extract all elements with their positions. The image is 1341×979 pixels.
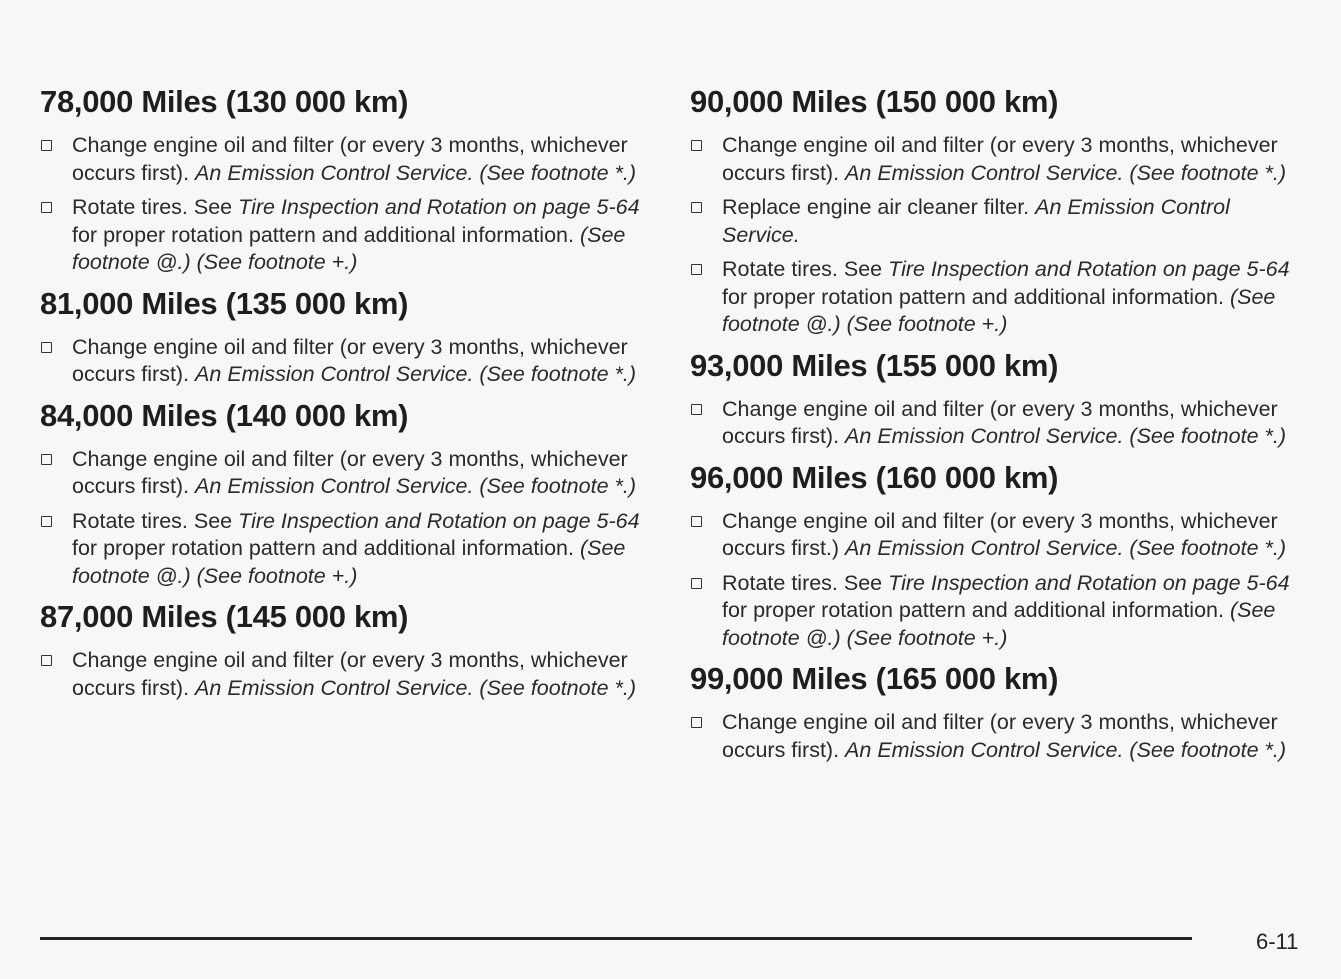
item-italic-text: Tire Inspection and Rotation on page 5-64 <box>238 195 640 219</box>
right-column <box>690 82 1310 771</box>
item-italic-text: An Emission Control Service. (See footnote *.) <box>195 160 636 185</box>
item-italic-text: An Emission Control Service. (See footnote *.) <box>845 737 1286 762</box>
checklist-item <box>40 647 660 702</box>
item-italic-text: (See footnote @.) (See footnote +.) <box>722 284 1276 336</box>
checklist-item <box>40 132 660 187</box>
checkbox-icon <box>691 140 702 151</box>
maintenance-section <box>690 346 1310 451</box>
maintenance-section <box>690 458 1310 653</box>
item-italic-text: An Emission Control Service. (See footnote *.) <box>195 362 636 386</box>
item-text: Rotate tires. See <box>722 257 889 281</box>
item-text: Rotate tires. See <box>72 195 239 219</box>
item-text: Change engine oil and filter (or every 3 months, whichever occurs first). <box>722 710 1278 762</box>
maintenance-section <box>690 659 1310 764</box>
checklist-item <box>690 132 1310 187</box>
item-text: Change engine oil and filter (or every 3 months, whichever occurs first.) <box>722 508 1278 560</box>
checkbox-icon <box>691 404 702 415</box>
item-text: for proper rotation pattern and additional information. <box>72 222 580 247</box>
item-italic-text: Tire Inspection and Rotation on page 5-64 <box>238 508 640 533</box>
item-text: Rotate tires. See <box>72 508 239 533</box>
item-italic-text: An Emission Control Service. (See footnote *.) <box>195 474 636 498</box>
maintenance-section <box>40 597 660 702</box>
checkbox-icon <box>41 655 52 666</box>
item-italic-text: (See footnote @.) (See footnote +.) <box>722 598 1276 650</box>
checklist-item <box>690 508 1310 563</box>
checkbox-icon <box>41 454 52 465</box>
item-text: Change engine oil and filter (or every 3 months, whichever occurs first). <box>72 133 628 185</box>
item-italic-text: An Emission Control Service. (See footnote *.) <box>845 536 1286 560</box>
item-text: Change engine oil and filter (or every 3 months, whichever occurs first). <box>72 334 628 386</box>
checklist-item <box>690 570 1310 653</box>
item-italic-text: Tire Inspection and Rotation on page 5-64 <box>888 257 1290 281</box>
checklist-item <box>40 194 660 277</box>
checkbox-icon <box>41 202 52 213</box>
item-italic-text: An Emission Control Service. (See footnote *.) <box>195 675 636 700</box>
maintenance-section <box>690 82 1310 339</box>
checkbox-icon <box>691 578 702 589</box>
item-text: Replace engine air cleaner filter. <box>722 195 1036 219</box>
section-heading: 93,000 Miles (155 000 km) <box>690 347 1059 383</box>
section-heading: 87,000 Miles (145 000 km) <box>40 599 409 634</box>
checklist-item <box>690 396 1310 451</box>
item-text: Change engine oil and filter (or every 3 months, whichever occurs first). <box>722 133 1278 185</box>
checkbox-icon <box>691 202 702 213</box>
checkbox-icon <box>41 140 52 151</box>
item-italic-text: Tire Inspection and Rotation on page 5-64 <box>888 570 1290 595</box>
item-italic-text: An Emission Control Service. (See footnote *.) <box>845 160 1286 185</box>
page-number: 6-11 <box>1256 929 1299 954</box>
item-text: Change engine oil and filter (or every 3 months, whichever occurs first). <box>72 446 628 498</box>
section-heading: 96,000 Miles (160 000 km) <box>690 459 1059 495</box>
item-text: Rotate tires. See <box>722 570 889 595</box>
maintenance-section <box>40 82 660 277</box>
checkbox-icon <box>41 516 52 527</box>
checklist-item <box>40 446 660 501</box>
section-heading: 78,000 Miles (130 000 km) <box>40 84 409 119</box>
checklist-item <box>690 194 1310 249</box>
item-italic-text: An Emission Control Service. (See footnote *.) <box>845 424 1286 448</box>
checklist-item <box>690 256 1310 339</box>
section-heading: 81,000 Miles (135 000 km) <box>40 285 409 321</box>
checkbox-icon <box>691 264 702 275</box>
checklist-item <box>40 334 660 389</box>
item-text: Change engine oil and filter (or every 3 months, whichever occurs first). <box>72 648 628 700</box>
item-text: for proper rotation pattern and additional information. <box>722 598 1230 622</box>
maintenance-section <box>40 396 660 591</box>
section-heading: 90,000 Miles (150 000 km) <box>690 84 1059 119</box>
left-column <box>40 82 660 709</box>
item-italic-text: (See footnote @.) (See footnote +.) <box>72 222 626 274</box>
item-italic-text: (See footnote @.) (See footnote +.) <box>72 536 626 588</box>
footer-rule <box>40 937 1192 940</box>
checklist-item <box>40 508 660 591</box>
checkbox-icon <box>691 516 702 527</box>
checkbox-icon <box>41 342 52 353</box>
section-heading: 99,000 Miles (165 000 km) <box>690 661 1059 696</box>
item-text: Change engine oil and filter (or every 3 months, whichever occurs first). <box>722 396 1278 448</box>
maintenance-section <box>40 284 660 389</box>
item-text: for proper rotation pattern and additional information. <box>72 536 580 560</box>
item-text: for proper rotation pattern and additional information. <box>722 284 1230 309</box>
checkbox-icon <box>691 717 702 728</box>
item-italic-text: An Emission Control Service. <box>722 195 1230 247</box>
section-heading: 84,000 Miles (140 000 km) <box>40 397 409 433</box>
checklist-item <box>690 709 1310 764</box>
